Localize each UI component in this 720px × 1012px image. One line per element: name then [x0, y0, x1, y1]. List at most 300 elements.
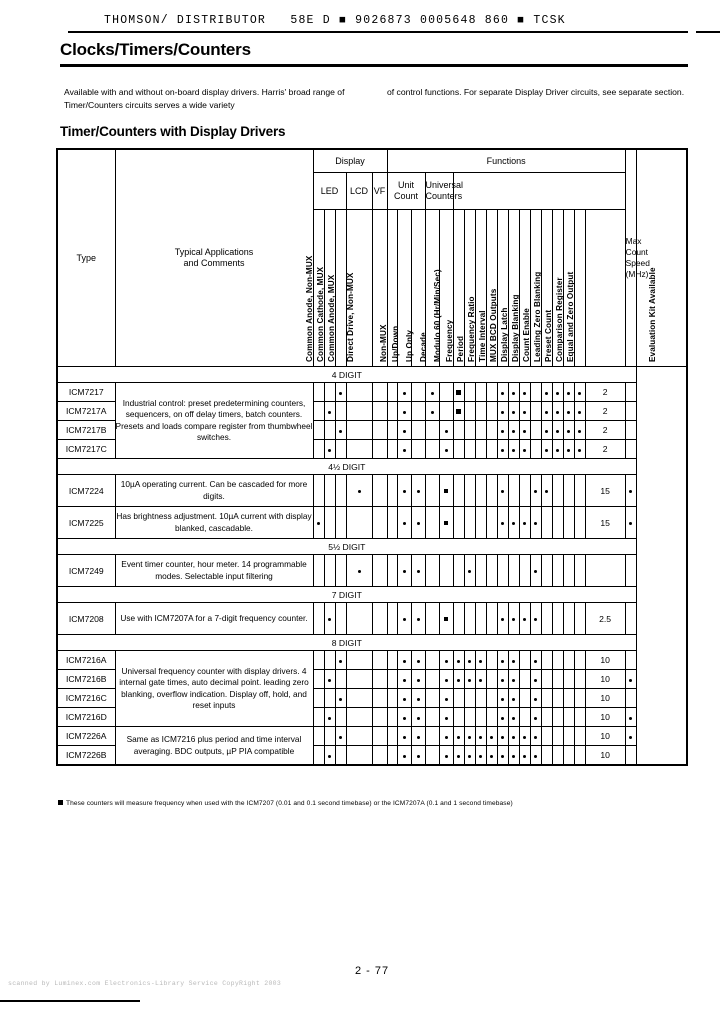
mark-cell-2 [335, 670, 346, 689]
mark-cell-18 [552, 475, 563, 507]
mark-cell-19 [563, 507, 574, 539]
dot-marker [417, 679, 420, 682]
dot-marker [501, 392, 504, 395]
cell-part-number: ICM7226B [57, 746, 115, 766]
mark-cell-2 [335, 603, 346, 635]
mark-cell-11 [475, 603, 486, 635]
mark-cell-14 [508, 555, 519, 587]
dot-marker [523, 736, 526, 739]
mark-cell-vf [372, 440, 387, 459]
mark-cell-1 [324, 507, 335, 539]
mark-cell-9 [453, 507, 464, 539]
mark-cell-0 [313, 440, 324, 459]
dot-marker [629, 717, 632, 720]
mark-cell-12 [486, 507, 497, 539]
dot-marker [403, 679, 406, 682]
mark-cell-8 [439, 689, 453, 708]
mark-cell-19 [563, 708, 574, 727]
cell-eval-kit [625, 440, 636, 459]
dot-marker [534, 522, 537, 525]
cell-part-number: ICM7224 [57, 475, 115, 507]
col-equal-and-zero-output: Equal and Zero Output [574, 210, 585, 367]
mark-cell-16 [530, 689, 541, 708]
dot-marker [457, 736, 460, 739]
mark-cell-16 [530, 708, 541, 727]
mark-cell-14 [508, 475, 519, 507]
cell-max-count-speed: 15 [585, 475, 625, 507]
mark-cell-15 [519, 421, 530, 440]
mark-cell-19 [563, 603, 574, 635]
footnote-text: These counters will measure frequency when used with the ICM7207 (0.01 and 0.1 second timebase) or the ICM7207A (0.1 and 1 second timebase) [66, 800, 513, 807]
dot-marker [445, 660, 448, 663]
mark-cell-17 [541, 421, 552, 440]
cell-max-count-speed: 10 [585, 670, 625, 689]
mark-cell-6 [411, 651, 425, 670]
mark-cell-0 [313, 421, 324, 440]
mark-cell-5 [397, 603, 411, 635]
dot-marker [629, 736, 632, 739]
table-row[interactable] [57, 603, 687, 635]
mark-cell-20 [574, 440, 585, 459]
mark-cell-15 [519, 651, 530, 670]
section-band-label: 5½ DIGIT [57, 539, 636, 555]
mark-cell-6 [411, 746, 425, 766]
dot-marker [556, 392, 559, 395]
bottom-rule [0, 1000, 140, 1002]
mark-cell-1 [324, 603, 335, 635]
cell-max-count-speed: 2 [585, 421, 625, 440]
mark-cell-9 [453, 670, 464, 689]
mark-cell-19 [563, 475, 574, 507]
dot-marker [501, 679, 504, 682]
distributor-label: THOMSON/ DISTRIBUTOR [104, 14, 267, 27]
mark-cell-5 [397, 670, 411, 689]
timer-counters-table-wrap [56, 148, 688, 766]
cell-max-count-speed: 2 [585, 383, 625, 402]
dot-marker [523, 755, 526, 758]
cell-part-number: ICM7226A [57, 727, 115, 746]
mark-cell-11 [475, 727, 486, 746]
cell-applications: Event timer counter, hour meter. 14 programmable modes. Selectable input filtering [115, 555, 313, 587]
col-period: Period [464, 210, 475, 367]
mark-cell-16 [530, 603, 541, 635]
dot-marker [578, 392, 581, 395]
mark-cell-1 [324, 746, 335, 766]
mark-cell-5 [397, 402, 411, 421]
mark-cell-12 [486, 603, 497, 635]
dot-marker [523, 430, 526, 433]
mark-cell-8 [439, 651, 453, 670]
mark-cell-9 [453, 689, 464, 708]
mark-cell-17 [541, 475, 552, 507]
dot-marker [501, 717, 504, 720]
mark-cell-15 [519, 708, 530, 727]
mark-cell-7 [425, 507, 439, 539]
cell-max-count-speed: 2 [585, 402, 625, 421]
scan-watermark: scanned by Luminex.com Electronics-Library Service CopyRight 2003 [8, 980, 282, 987]
cell-eval-kit [625, 651, 636, 670]
header-label-eval-kit: Evaluation Kit Available [648, 267, 658, 362]
mark-cell-0 [313, 603, 324, 635]
mark-cell-7 [425, 727, 439, 746]
barcode-numbers: 58E D ■ 9026873 0005648 860 ■ TCSK [290, 14, 566, 27]
mark-cell-4 [387, 689, 397, 708]
mark-cell-16 [530, 440, 541, 459]
table-row[interactable] [57, 727, 687, 746]
mark-cell-2 [335, 689, 346, 708]
mark-cell-0 [313, 670, 324, 689]
mark-cell-19 [563, 651, 574, 670]
mark-cell-4 [387, 475, 397, 507]
dot-marker [457, 679, 460, 682]
mark-cell-16 [530, 746, 541, 766]
mark-cell-15 [519, 440, 530, 459]
mark-cell-0 [313, 402, 324, 421]
mark-cell-4 [387, 383, 397, 402]
cell-eval-kit [625, 708, 636, 727]
mark-cell-13 [497, 746, 508, 766]
dot-marker [545, 490, 548, 493]
cell-applications: Industrial control: preset predetermining counters, sequencers, on off delay timers, batch counters. Presets and loads compare register from thumbwheel switches. [115, 383, 313, 459]
mark-cell-11 [475, 708, 486, 727]
section-band-row [57, 459, 687, 475]
header-subgroup-blank [453, 173, 625, 210]
mark-cell-5 [397, 383, 411, 402]
mark-cell-2 [335, 727, 346, 746]
col-common-anode-mux: Common Anode, MUX [335, 210, 346, 367]
mark-cell-11 [475, 440, 486, 459]
mark-cell-17 [541, 383, 552, 402]
dot-marker [501, 618, 504, 621]
mark-cell-12 [486, 421, 497, 440]
mark-cell-13 [497, 689, 508, 708]
table-row[interactable] [57, 555, 687, 587]
mark-cell-8 [439, 421, 453, 440]
table-row[interactable] [57, 651, 687, 670]
dot-marker [490, 736, 493, 739]
mark-cell-12 [486, 440, 497, 459]
dot-marker [501, 755, 504, 758]
mark-cell-vf [372, 421, 387, 440]
table-footnote [58, 800, 698, 807]
mark-cell-10 [464, 670, 475, 689]
col-up-down: Up/Down [397, 210, 411, 367]
dot-marker [629, 522, 632, 525]
dot-marker [417, 736, 420, 739]
mark-cell-11 [475, 383, 486, 402]
mark-cell-15 [519, 746, 530, 766]
mark-cell-18 [552, 746, 563, 766]
mark-cell-13 [497, 440, 508, 459]
mark-cell-7 [425, 555, 439, 587]
mark-cell-19 [563, 727, 574, 746]
mark-cell-19 [563, 746, 574, 766]
dot-marker [417, 570, 420, 573]
mark-cell-13 [497, 421, 508, 440]
mark-cell-20 [574, 421, 585, 440]
cell-eval-kit [625, 421, 636, 440]
dot-marker [512, 618, 515, 621]
dot-marker [523, 522, 526, 525]
mark-cell-8 [439, 383, 453, 402]
mark-cell-3 [346, 402, 372, 421]
dot-marker [445, 717, 448, 720]
cell-part-number: ICM7217C [57, 440, 115, 459]
header-cell-type: Type [57, 149, 115, 367]
mark-cell-14 [508, 670, 519, 689]
mark-cell-vf [372, 475, 387, 507]
mark-cell-3 [346, 689, 372, 708]
dot-marker [501, 430, 504, 433]
dot-marker [445, 449, 448, 452]
mark-cell-0 [313, 727, 324, 746]
dot-marker [545, 430, 548, 433]
page-title: Clocks/Timers/Counters [60, 40, 251, 59]
mark-cell-13 [497, 402, 508, 421]
col-up-only: Up Only [411, 210, 425, 367]
mark-cell-20 [574, 507, 585, 539]
table-row[interactable] [57, 507, 687, 539]
mark-cell-20 [574, 670, 585, 689]
mark-cell-0 [313, 555, 324, 587]
mark-cell-3 [346, 708, 372, 727]
mark-cell-20 [574, 555, 585, 587]
mark-cell-18 [552, 383, 563, 402]
mark-cell-18 [552, 555, 563, 587]
cell-eval-kit [625, 402, 636, 421]
mark-cell-vf [372, 708, 387, 727]
dot-marker [403, 430, 406, 433]
mark-cell-12 [486, 670, 497, 689]
cell-applications: Use with ICM7207A for a 7-digit frequency counter. [115, 603, 313, 635]
mark-cell-11 [475, 402, 486, 421]
scan-header-bar [56, 14, 688, 36]
mark-cell-11 [475, 746, 486, 766]
dot-marker [578, 430, 581, 433]
mark-cell-vf [372, 746, 387, 766]
mark-cell-vf [372, 670, 387, 689]
mark-cell-20 [574, 746, 585, 766]
cell-eval-kit [625, 555, 636, 587]
mark-cell-19 [563, 421, 574, 440]
mark-cell-1 [324, 708, 335, 727]
mark-cell-12 [486, 555, 497, 587]
mark-cell-20 [574, 402, 585, 421]
mark-cell-12 [486, 708, 497, 727]
dot-marker [545, 411, 548, 414]
mark-cell-3 [346, 746, 372, 766]
header-cell-eval-kit [636, 149, 687, 367]
mark-cell-17 [541, 708, 552, 727]
mark-cell-7 [425, 421, 439, 440]
mark-cell-6 [411, 440, 425, 459]
mark-cell-5 [397, 689, 411, 708]
cell-eval-kit [625, 507, 636, 539]
square-marker [444, 521, 449, 526]
footnote-square-icon [58, 800, 63, 805]
dot-marker [403, 717, 406, 720]
mark-cell-19 [563, 440, 574, 459]
dot-marker [512, 736, 515, 739]
dot-marker [512, 430, 515, 433]
square-marker [444, 617, 449, 622]
mark-cell-9 [453, 651, 464, 670]
mark-cell-4 [387, 651, 397, 670]
cell-max-count-speed: 10 [585, 651, 625, 670]
dot-marker [468, 570, 471, 573]
mark-cell-3 [346, 603, 372, 635]
scan-barcode-text [104, 14, 566, 27]
col-spare-1 [585, 210, 625, 367]
mark-cell-13 [497, 507, 508, 539]
mark-cell-3 [346, 383, 372, 402]
col-common-cathode-mux: Common Cathode, MUX [324, 210, 335, 367]
dot-marker [403, 660, 406, 663]
mark-cell-6 [411, 555, 425, 587]
mark-cell-2 [335, 440, 346, 459]
table-row[interactable] [57, 383, 687, 402]
mark-cell-15 [519, 383, 530, 402]
mark-cell-vf [372, 651, 387, 670]
cell-part-number: ICM7216C [57, 689, 115, 708]
mark-cell-7 [425, 440, 439, 459]
col-time-interval: Time Interval [486, 210, 497, 367]
mark-cell-18 [552, 651, 563, 670]
mark-cell-4 [387, 555, 397, 587]
mark-cell-3 [346, 727, 372, 746]
dot-marker [534, 490, 537, 493]
table-row[interactable] [57, 475, 687, 507]
mark-cell-18 [552, 689, 563, 708]
mark-cell-16 [530, 555, 541, 587]
dot-marker [523, 449, 526, 452]
dot-marker [523, 392, 526, 395]
mark-cell-13 [497, 670, 508, 689]
mark-cell-15 [519, 727, 530, 746]
header-subgroup-universal-counters: Universal Counters [425, 173, 453, 210]
dot-marker [534, 570, 537, 573]
mark-cell-4 [387, 507, 397, 539]
mark-cell-10 [464, 555, 475, 587]
mark-cell-5 [397, 746, 411, 766]
mark-cell-2 [335, 746, 346, 766]
dot-marker [403, 736, 406, 739]
mark-cell-4 [387, 603, 397, 635]
mark-cell-5 [397, 421, 411, 440]
mark-cell-10 [464, 746, 475, 766]
header-rule-left [68, 31, 688, 33]
mark-cell-7 [425, 603, 439, 635]
mark-cell-4 [387, 402, 397, 421]
dot-marker [358, 570, 361, 573]
dot-marker [567, 449, 570, 452]
dot-marker [339, 698, 342, 701]
mark-cell-14 [508, 651, 519, 670]
section-band-label: 4½ DIGIT [57, 459, 636, 475]
mark-cell-12 [486, 402, 497, 421]
mark-cell-2 [335, 383, 346, 402]
title-underline [60, 64, 688, 67]
dot-marker [512, 717, 515, 720]
dot-marker [512, 660, 515, 663]
mark-cell-6 [411, 421, 425, 440]
mark-cell-3 [346, 651, 372, 670]
mark-cell-19 [563, 383, 574, 402]
mark-cell-5 [397, 440, 411, 459]
mark-cell-3 [346, 507, 372, 539]
mark-cell-0 [313, 507, 324, 539]
mark-cell-vf [372, 383, 387, 402]
mark-cell-20 [574, 727, 585, 746]
cell-part-number: ICM7225 [57, 507, 115, 539]
mark-cell-19 [563, 402, 574, 421]
mark-cell-20 [574, 651, 585, 670]
mark-cell-18 [552, 603, 563, 635]
mark-cell-11 [475, 555, 486, 587]
mark-cell-0 [313, 651, 324, 670]
mark-cell-12 [486, 727, 497, 746]
dot-marker [523, 411, 526, 414]
dot-marker [403, 755, 406, 758]
dot-marker [328, 679, 331, 682]
mark-cell-11 [475, 651, 486, 670]
section-band-row [57, 587, 687, 603]
dot-marker [417, 490, 420, 493]
mark-cell-13 [497, 383, 508, 402]
mark-cell-11 [475, 507, 486, 539]
mark-cell-5 [397, 555, 411, 587]
mark-cell-7 [425, 708, 439, 727]
cell-part-number: ICM7217B [57, 421, 115, 440]
dot-marker [417, 717, 420, 720]
mark-cell-1 [324, 670, 335, 689]
mark-cell-16 [530, 421, 541, 440]
dot-marker [512, 449, 515, 452]
dot-marker [512, 698, 515, 701]
mark-cell-3 [346, 475, 372, 507]
intro-column-2: of control functions. For separate Display Driver circuits, see separate section. [387, 87, 685, 97]
mark-cell-11 [475, 475, 486, 507]
mark-cell-4 [387, 708, 397, 727]
cell-eval-kit [625, 383, 636, 402]
mark-cell-10 [464, 708, 475, 727]
mark-cell-14 [508, 708, 519, 727]
dot-marker [556, 449, 559, 452]
cell-applications: Same as ICM7216 plus period and time interval averaging. BDC outputs, µP PIA compatible [115, 727, 313, 766]
dot-marker [403, 698, 406, 701]
mark-cell-4 [387, 746, 397, 766]
mark-cell-11 [475, 689, 486, 708]
mark-cell-18 [552, 421, 563, 440]
cell-eval-kit [625, 670, 636, 689]
dot-marker [417, 660, 420, 663]
dot-marker [629, 679, 632, 682]
col-mux-bcd-outputs: MUX BCD Outputs [497, 210, 508, 367]
mark-cell-14 [508, 603, 519, 635]
mark-cell-6 [411, 670, 425, 689]
mark-cell-15 [519, 507, 530, 539]
intro-block [64, 86, 688, 111]
dot-marker [534, 717, 537, 720]
mark-cell-19 [563, 555, 574, 587]
mark-cell-14 [508, 421, 519, 440]
header-cell-applications: Typical Applications and Comments [115, 149, 313, 367]
mark-cell-10 [464, 603, 475, 635]
mark-cell-1 [324, 651, 335, 670]
mark-cell-5 [397, 708, 411, 727]
mark-cell-19 [563, 670, 574, 689]
mark-cell-17 [541, 651, 552, 670]
